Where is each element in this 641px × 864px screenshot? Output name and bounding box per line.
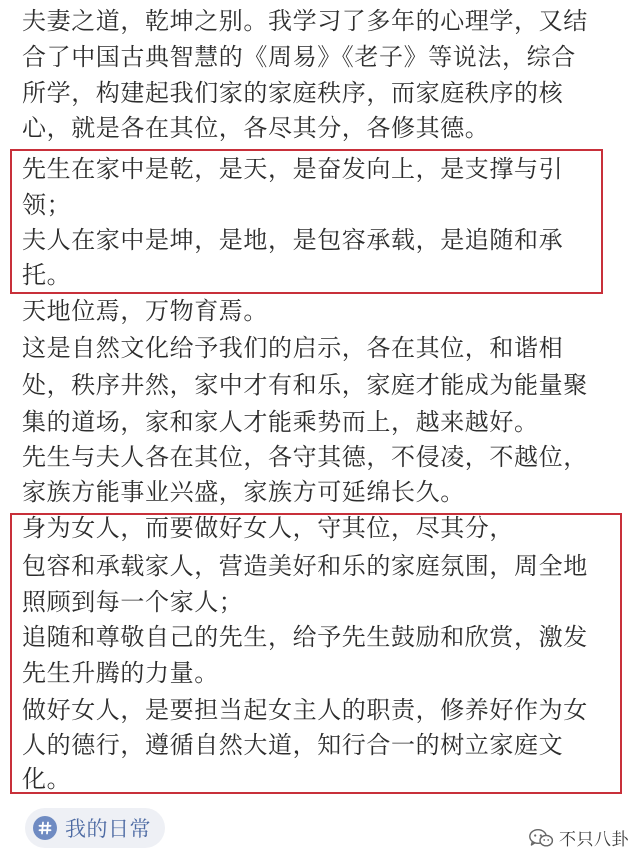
article-line: 人的德行，遵循自然大道，知行合一的树立家庭文 [22, 731, 564, 759]
watermark [528, 825, 629, 850]
wechat-icon [528, 828, 554, 848]
article-line: 这是自然文化给予我们的启示，各在其位，和谐相 [22, 334, 564, 362]
article-line: 身为女人，而要做好女人，守其位，尽其分， [22, 514, 514, 542]
article-line: 做好女人，是要担当起女主人的职责，修养好作为女 [22, 696, 588, 724]
topic-tag-label: 我的日常 [65, 817, 151, 841]
topic-tag[interactable] [25, 808, 165, 848]
article-line: 照顾到每一个家人； [22, 588, 244, 616]
article-line: 先生与夫人各在其位，各守其德，不侵凌，不越位， [22, 443, 588, 471]
article-line: 包容和承载家人，营造美好和乐的家庭氛围，周全地 [22, 552, 588, 580]
article-line: 托。 [22, 261, 72, 289]
article-line: 所学，构建起我们家的家庭秩序，而家庭秩序的核 [22, 79, 564, 107]
article-line: 化。 [22, 765, 72, 793]
article-line: 家族方能事业兴盛，家族方可延绵长久。 [22, 478, 465, 506]
article-line: 领； [22, 191, 72, 219]
article-line: 先生升腾的力量。 [22, 659, 219, 687]
article-line: 追随和尊敬自己的先生，给予先生鼓励和欣赏，激发 [22, 623, 588, 651]
watermark-label: 不只八卦 [559, 830, 629, 850]
article-line: 集的道场，家和家人才能乘势而上，越来越好。 [22, 408, 539, 436]
article-line: 合了中国古典智慧的《周易》《老子》等说法，综合 [22, 43, 576, 71]
hashtag-icon [33, 816, 57, 840]
article-line: 处，秩序井然，家中才有和乐，家庭才能成为能量聚 [22, 371, 588, 399]
article-line: 夫妻之道，乾坤之别。我学习了多年的心理学，又结 [22, 7, 588, 35]
article-line: 天地位焉，万物育焉。 [22, 297, 268, 325]
article-line: 夫人在家中是坤，是地，是包容承载，是追随和承 [22, 226, 564, 254]
article-line: 心，就是各在其位，各尽其分，各修其德。 [22, 114, 490, 142]
article-line: 先生在家中是乾，是天，是奋发向上，是支撑与引 [22, 155, 564, 183]
